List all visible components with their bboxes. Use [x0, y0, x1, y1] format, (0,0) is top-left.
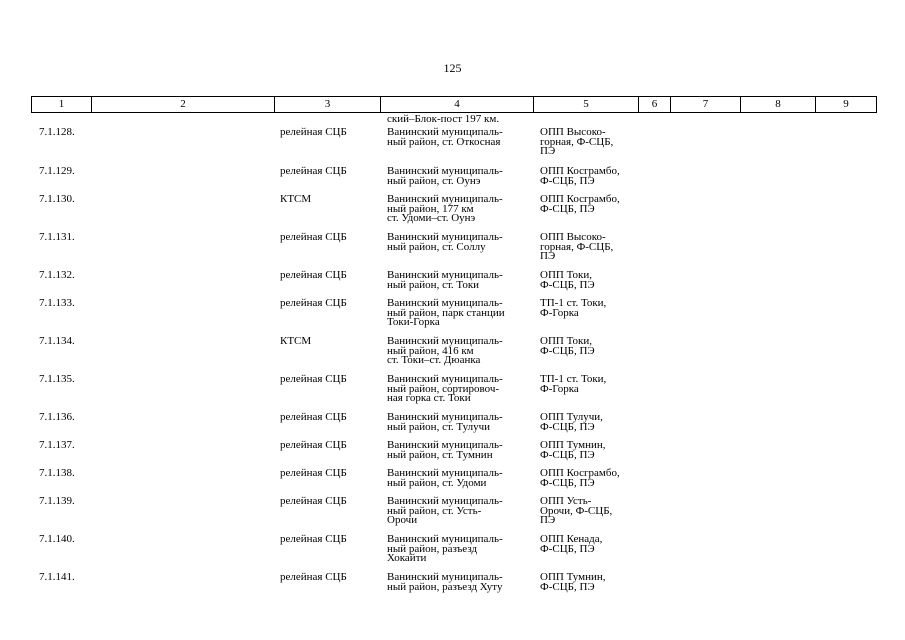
power-source-line: ОПП Высоко- — [540, 126, 606, 138]
row-number-text: 7.1.138. — [39, 467, 75, 479]
page-number: 125 — [443, 61, 462, 75]
power-source — [540, 167, 620, 186]
power-source-line: Ф-СЦБ, ПЭ — [540, 476, 595, 489]
row-number — [39, 413, 75, 423]
power-source — [540, 469, 620, 488]
power-source-line: ОПП Косграмбо, — [540, 467, 620, 479]
object-type — [280, 128, 347, 138]
row-number-text: 7.1.131. — [39, 231, 75, 243]
location — [387, 299, 505, 328]
table-row — [31, 497, 876, 535]
object-type — [280, 167, 347, 177]
location-line: ный район, ст. Удоми — [387, 476, 487, 489]
row-number — [39, 167, 75, 177]
row-number-text: 7.1.130. — [39, 193, 75, 205]
object-type — [280, 413, 347, 423]
location-line: ный район, ст. Тулучи — [387, 420, 491, 433]
object-type-text: релейная СЦБ — [280, 533, 347, 545]
table-row — [31, 469, 876, 497]
location-line: Орочи — [387, 514, 418, 527]
column-header: 9 — [816, 97, 877, 113]
location-line: Ванинский муниципаль- — [387, 335, 503, 347]
location-line: ный район, ст. Тумнин — [387, 448, 493, 461]
location-line: Ванинский муниципаль- — [387, 269, 503, 281]
location — [387, 535, 503, 564]
object-type — [280, 441, 347, 451]
power-source — [540, 299, 606, 318]
row-number — [39, 128, 75, 138]
row-number — [39, 299, 75, 309]
location-line: Ванинский муниципаль- — [387, 411, 503, 423]
location-line: ный район, разъезд Хуту — [387, 580, 503, 593]
location-line: ный район, разъезд — [387, 542, 478, 555]
location-line: Ванинский муниципаль- — [387, 373, 503, 385]
power-source-line: Ф-СЦБ, ПЭ — [540, 344, 595, 357]
table-row — [31, 128, 876, 167]
table-row — [31, 167, 876, 195]
object-type-text: релейная СЦБ — [280, 231, 347, 243]
row-number — [39, 497, 75, 507]
object-type — [280, 375, 347, 385]
power-source — [540, 128, 613, 157]
object-type-text: КТСМ — [280, 335, 312, 347]
object-type-text: релейная СЦБ — [280, 411, 347, 423]
object-type-text: КТСМ — [280, 193, 312, 205]
location-line: ный район, парк станции — [387, 306, 505, 319]
power-source-line: ОПП Кенада, — [540, 533, 603, 545]
object-type — [280, 337, 311, 347]
column-header: 8 — [741, 97, 816, 113]
column-header: 3 — [275, 97, 381, 113]
power-source-line: Ф-СЦБ, ПЭ — [540, 420, 595, 433]
row-number-text: 7.1.136. — [39, 411, 75, 423]
row-number-text: 7.1.140. — [39, 533, 75, 545]
row-number — [39, 441, 75, 451]
location — [387, 573, 503, 592]
continuation-text: ский–Блок-пост 197 км. — [387, 113, 500, 125]
power-source-line: ОПП Косграмбо, — [540, 193, 620, 205]
location — [387, 375, 503, 404]
power-source-line: Ф-СЦБ, ПЭ — [540, 542, 595, 555]
object-type-text: релейная СЦБ — [280, 269, 347, 281]
power-source-line: ТП-1 ст. Токи, — [540, 373, 607, 385]
object-type-text: релейная СЦБ — [280, 373, 347, 385]
table-row — [31, 413, 876, 441]
location-line: ный район, 177 км — [387, 202, 474, 215]
location-line: ст. Удоми–ст. Оунэ — [387, 212, 476, 225]
power-source-line: ОПП Усть- — [540, 495, 592, 507]
location — [387, 413, 503, 432]
power-source-line: Ф-Горка — [540, 306, 579, 319]
row-number — [39, 233, 75, 243]
object-type-text: релейная СЦБ — [280, 571, 347, 583]
location-line: Токи-Горка — [387, 316, 440, 329]
table-row — [31, 195, 876, 233]
row-number-text: 7.1.141. — [39, 571, 75, 583]
location-line: ный район, 416 км — [387, 344, 474, 357]
location — [387, 195, 503, 224]
location-line: Ванинский муниципаль- — [387, 467, 503, 479]
column-header: 1 — [32, 97, 92, 113]
power-source-line: ПЭ — [540, 514, 556, 527]
object-type-text: релейная СЦБ — [280, 165, 347, 177]
power-source — [540, 271, 595, 290]
row-number-text: 7.1.135. — [39, 373, 75, 385]
object-type-text: релейная СЦБ — [280, 467, 347, 479]
location-line: Ванинский муниципаль- — [387, 193, 503, 205]
row-number-text: 7.1.134. — [39, 335, 75, 347]
object-type-text: релейная СЦБ — [280, 495, 347, 507]
table-row — [31, 337, 876, 375]
row-number — [39, 195, 75, 205]
column-header-row — [32, 97, 877, 113]
table-row — [31, 441, 876, 469]
row-number-text: 7.1.129. — [39, 165, 75, 177]
power-source-line: горная, Ф-СЦБ, — [540, 240, 614, 253]
row-number — [39, 469, 75, 479]
power-source-line: Ф-СЦБ, ПЭ — [540, 202, 595, 215]
row-number-text: 7.1.128. — [39, 126, 75, 138]
table-row — [31, 535, 876, 573]
power-source-line: ОПП Токи, — [540, 335, 592, 347]
table-rows — [31, 128, 876, 603]
power-source-line: ОПП Высоко- — [540, 231, 606, 243]
location-line: ная горка ст. Токи — [387, 392, 471, 405]
power-source-line: ОПП Тулучи, — [540, 411, 603, 423]
power-source — [540, 441, 605, 460]
power-source-line: Ф-СЦБ, ПЭ — [540, 174, 595, 187]
column-header: 2 — [92, 97, 275, 113]
table-row — [31, 299, 876, 337]
power-source-line: ОПП Косграмбо, — [540, 165, 620, 177]
row-number-text: 7.1.139. — [39, 495, 75, 507]
power-source-line: Ф-СЦБ, ПЭ — [540, 448, 595, 461]
location-line: Ванинский муниципаль- — [387, 231, 503, 243]
table-row — [31, 573, 876, 603]
power-source-line: ОПП Тумнин, — [540, 439, 606, 451]
column-header-table — [31, 96, 877, 113]
power-source-line: Ф-СЦБ, ПЭ — [540, 278, 595, 291]
location-line: Ванинский муниципаль- — [387, 571, 503, 583]
location-line: ный район, ст. Усть- — [387, 504, 482, 517]
power-source — [540, 535, 602, 554]
object-type — [280, 299, 347, 309]
location-line: ный район, ст. Соллу — [387, 240, 486, 253]
power-source — [540, 497, 612, 526]
power-source-line: ОПП Тумнин, — [540, 571, 606, 583]
object-type — [280, 535, 347, 545]
row-number — [39, 535, 75, 545]
object-type-text: релейная СЦБ — [280, 297, 347, 309]
location-line: ст. Токи–ст. Дюанка — [387, 354, 481, 367]
location-line: ный район, ст. Токи — [387, 278, 480, 291]
object-type — [280, 469, 347, 479]
power-source — [540, 337, 595, 356]
object-type — [280, 497, 347, 507]
location-line: ный район, ст. Оунэ — [387, 174, 481, 187]
location — [387, 271, 503, 290]
row-number — [39, 337, 75, 347]
object-type — [280, 195, 311, 205]
location-line: ный район, ст. Откосная — [387, 135, 501, 148]
power-source — [540, 413, 603, 432]
column-header: 5 — [534, 97, 639, 113]
object-type-text: релейная СЦБ — [280, 126, 347, 138]
row-number-text: 7.1.132. — [39, 269, 75, 281]
power-source-line: ПЭ — [540, 145, 556, 158]
location — [387, 469, 503, 488]
column-header: 4 — [381, 97, 534, 113]
location — [387, 337, 503, 366]
location-line: Хокайти — [387, 552, 427, 565]
location-line: Ванинский муниципаль- — [387, 439, 503, 451]
column-header: 6 — [639, 97, 671, 113]
location — [387, 233, 503, 252]
location-line: Ванинский муниципаль- — [387, 533, 503, 545]
location — [387, 441, 503, 460]
row-number-text: 7.1.133. — [39, 297, 75, 309]
location — [387, 497, 503, 526]
power-source-line: ТП-1 ст. Токи, — [540, 297, 607, 309]
power-source — [540, 233, 613, 262]
power-source — [540, 375, 606, 394]
row-number — [39, 573, 75, 583]
table-row — [31, 271, 876, 299]
power-source-line: горная, Ф-СЦБ, — [540, 135, 614, 148]
table-row — [31, 233, 876, 271]
location-line: Ванинский муниципаль- — [387, 126, 503, 138]
power-source-line: Ф-Горка — [540, 382, 579, 395]
location-line: ный район, сортировоч- — [387, 382, 500, 395]
location — [387, 128, 503, 147]
power-source — [540, 195, 620, 214]
object-type — [280, 573, 347, 583]
column-header: 7 — [671, 97, 741, 113]
row-number — [39, 271, 75, 281]
object-type — [280, 271, 347, 281]
power-source — [540, 573, 605, 592]
object-type-text: релейная СЦБ — [280, 439, 347, 451]
power-source-line: ОПП Токи, — [540, 269, 592, 281]
location-line: Ванинский муниципаль- — [387, 165, 503, 177]
row-number-text: 7.1.137. — [39, 439, 75, 451]
object-type — [280, 233, 347, 243]
power-source-line: Орочи, Ф-СЦБ, — [540, 504, 613, 517]
row-number — [39, 375, 75, 385]
location-line: Ванинский муниципаль- — [387, 297, 503, 309]
location — [387, 167, 503, 186]
power-source-line: ПЭ — [540, 250, 556, 263]
power-source-line: Ф-СЦБ, ПЭ — [540, 580, 595, 593]
table-row — [31, 375, 876, 413]
location-line: Ванинский муниципаль- — [387, 495, 503, 507]
